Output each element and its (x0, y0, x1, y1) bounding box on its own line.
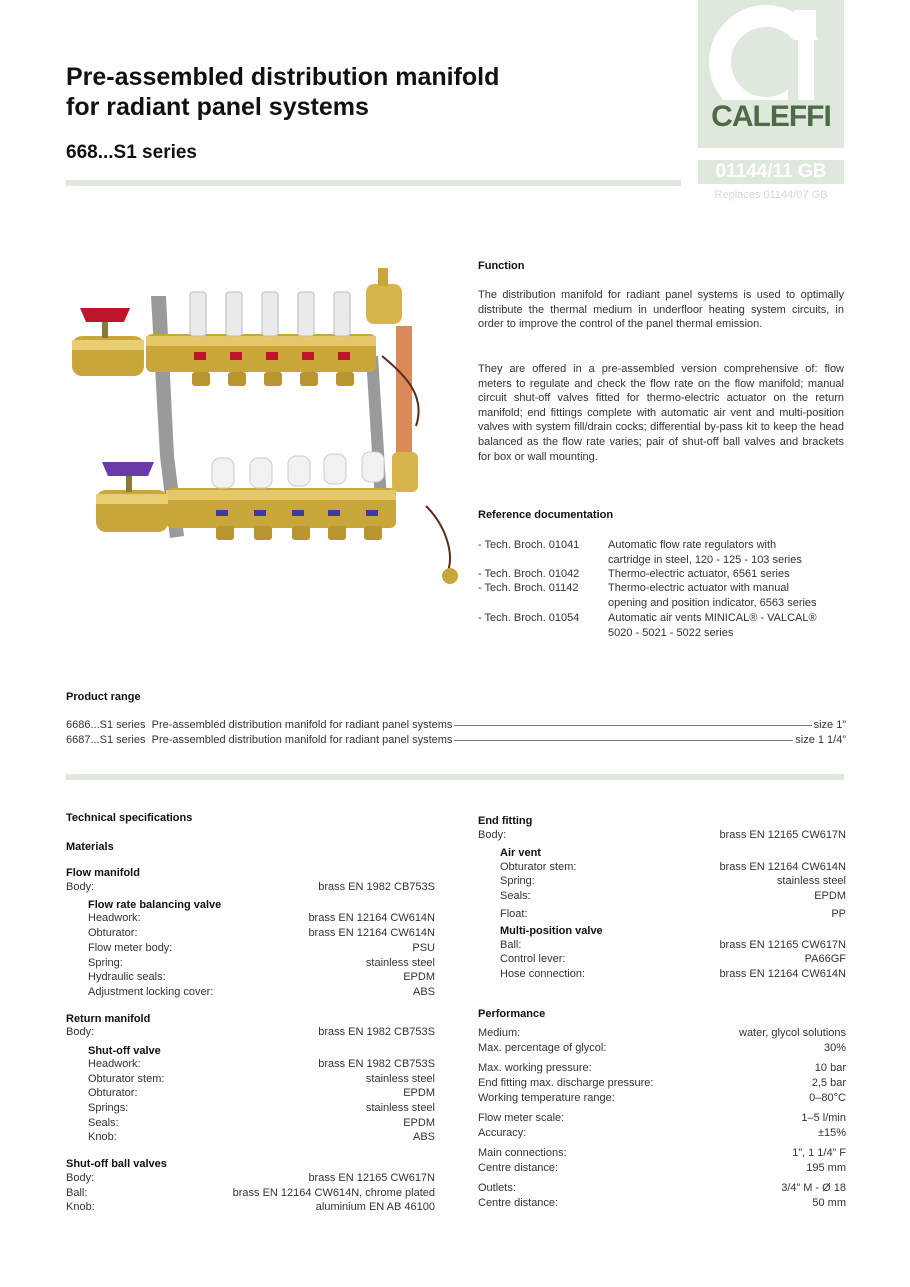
spec-value: 1”, 1 1/4” F (792, 1147, 846, 1159)
spec-key: Body: (66, 1172, 95, 1184)
spec-value: stainless steel (365, 1073, 435, 1085)
spec-value: 2,5 bar (811, 1077, 846, 1089)
spec-value: brass EN 1982 CB753S (318, 1026, 435, 1038)
spec-value: brass EN 12165 CW617N (308, 1172, 435, 1184)
spec-value: water, glycol solutions (739, 1027, 846, 1039)
spec-key: Hose connection: (500, 968, 585, 980)
reference-desc: 5020 - 5021 - 5022 series (608, 626, 734, 639)
spec-value: 1–5 l/min (801, 1112, 846, 1124)
spec-value: brass EN 12165 CW617N (719, 939, 846, 951)
spec-key: Adjustment locking cover: (88, 986, 214, 998)
spec-row (88, 986, 435, 998)
spec-row (66, 1201, 435, 1213)
product-range-row (66, 719, 846, 731)
spec-value: stainless steel (365, 1102, 435, 1114)
spec-value: ABS (412, 1131, 435, 1143)
spec-row (478, 1197, 846, 1209)
reference-key: - Tech. Broch. 01142 (478, 582, 579, 594)
spec-key: Accuracy: (478, 1127, 527, 1139)
spec-row (500, 953, 846, 965)
spec-key: Ball: (66, 1187, 88, 1199)
function-paragraph-2: They are offered in a pre-assembled version comprehensive of: flow meters to regulate and check the flow rate on the flow manifold; manual circuit shut-off valves fitted for thermo-electric actuator on the return manifold; end fittings complete with automatic air vent and multi-position valves with system fill/drain cocks; differential by-pass kit to keep the head balanced as the flow rate varies; pair of shut-off ball valves and brackets for box or wall mounting. (478, 363, 844, 463)
spec-key: Knob: (66, 1201, 95, 1213)
title-line-1: Pre-assembled distribution manifold (66, 63, 500, 91)
spec-row (88, 912, 435, 924)
spec-key: Body: (478, 829, 507, 841)
spec-value: 50 mm (812, 1197, 846, 1209)
spec-value: 3/4” M - Ø 18 (781, 1182, 846, 1194)
series-subtitle: 668...S1 series (66, 142, 197, 163)
spec-value: EPDM (403, 1117, 435, 1129)
spec-value: PP (831, 908, 846, 920)
ball-valves-heading: Shut-off ball valves (66, 1158, 167, 1170)
spec-value: 195 mm (806, 1162, 846, 1174)
spec-key: End fitting max. discharge pressure: (478, 1077, 654, 1089)
reference-desc: Automatic air vents MINICAL® - VALCAL® (608, 612, 817, 624)
spec-row (88, 1087, 435, 1099)
spec-key: Obturator stem: (88, 1073, 165, 1085)
multi-position-valve-heading: Multi-position valve (500, 925, 603, 937)
spec-key: Flow meter scale: (478, 1112, 565, 1124)
performance-heading: Performance (478, 1008, 546, 1020)
spec-row (478, 1147, 846, 1159)
product-code: 6686...S1 series (66, 719, 146, 731)
spec-value: ±15% (817, 1127, 846, 1139)
spec-value: brass EN 12164 CW614N (308, 912, 435, 924)
spec-row (478, 1112, 846, 1124)
reference-key: - Tech. Broch. 01054 (478, 612, 580, 624)
spec-value: PSU (412, 942, 435, 954)
spec-key: Outlets: (478, 1182, 516, 1194)
product-size: size 1 1/4” (795, 734, 846, 746)
reference-desc: Automatic flow rate regulators with (608, 539, 777, 551)
spec-key: Spring: (88, 957, 123, 969)
product-desc: Pre-assembled distribution manifold for radiant panel systems (151, 719, 453, 731)
header-divider (66, 180, 681, 186)
spec-value: PA66GF (804, 953, 846, 965)
spec-value: EPDM (403, 971, 435, 983)
document-code: 01144/11 GB (698, 160, 844, 184)
reference-heading: Reference documentation (478, 509, 614, 521)
caleffi-logo (698, 0, 844, 148)
spec-key: Main connections: (478, 1147, 567, 1159)
section-divider (66, 774, 844, 780)
tech-spec-heading: Technical specifications (66, 812, 193, 824)
spec-row (478, 1092, 846, 1104)
spec-value: ABS (412, 986, 435, 998)
spec-row (88, 1117, 435, 1129)
spec-key: Max. working pressure: (478, 1062, 592, 1074)
product-desc: Pre-assembled distribution manifold for radiant panel systems (151, 734, 453, 746)
spec-row (88, 1058, 435, 1070)
air-vent-heading: Air vent (500, 847, 541, 859)
function-heading: Function (478, 260, 525, 272)
spec-value: brass EN 12165 CW617N (719, 829, 846, 841)
balancing-valve-heading: Flow rate balancing valve (88, 899, 222, 911)
spec-row (88, 1102, 435, 1114)
spec-key: Medium: (478, 1027, 521, 1039)
spec-key: Headwork: (88, 912, 141, 924)
flow-manifold-heading: Flow manifold (66, 867, 140, 879)
spec-value: stainless steel (776, 875, 846, 887)
spec-key: Working temperature range: (478, 1092, 615, 1104)
spec-key: Seals: (500, 890, 531, 902)
product-range-heading: Product range (66, 691, 141, 703)
spec-row (66, 1187, 435, 1199)
spec-key: Centre distance: (478, 1162, 559, 1174)
reference-desc: cartridge in steel, 120 - 125 - 103 series (608, 553, 802, 566)
spec-value: brass EN 1982 CB753S (318, 881, 435, 893)
product-range-row (66, 734, 846, 746)
reference-key: - Tech. Broch. 01042 (478, 568, 580, 580)
spec-row (478, 1027, 846, 1039)
materials-heading: Materials (66, 841, 114, 853)
spec-row (478, 1127, 846, 1139)
spec-row (66, 881, 435, 893)
spec-key: Spring: (500, 875, 535, 887)
spec-key: Obturator stem: (500, 861, 577, 873)
spec-row (478, 829, 846, 841)
spec-value: brass EN 12164 CW614N, chrome plated (232, 1187, 435, 1199)
spec-key: Obturator: (88, 1087, 138, 1099)
spec-row (478, 1042, 846, 1054)
spec-row (500, 908, 846, 920)
manifold-product-photo (66, 256, 462, 590)
spec-key: Flow meter body: (88, 942, 173, 954)
spec-row (500, 890, 846, 902)
spec-row (500, 875, 846, 887)
end-fitting-heading: End fitting (478, 815, 533, 827)
product-code: 6687...S1 series (66, 734, 146, 746)
title-line-2: for radiant panel systems (66, 93, 369, 121)
spec-value: EPDM (814, 890, 846, 902)
spec-row (88, 1073, 435, 1085)
spec-value: brass EN 12164 CW614N (719, 968, 846, 980)
spec-row (88, 957, 435, 969)
function-paragraph-1: The distribution manifold for radiant panel systems is used to optimally distribute the thermal medium in underfloor heating system circuits, in order to improve the control of the panel thermal emission. (478, 289, 844, 331)
spec-key: Centre distance: (478, 1197, 559, 1209)
return-manifold-heading: Return manifold (66, 1013, 151, 1025)
spec-key: Float: (500, 908, 528, 920)
spec-row (478, 1182, 846, 1194)
spec-key: Seals: (88, 1117, 119, 1129)
shutoff-valve-heading: Shut-off valve (88, 1045, 161, 1057)
leader-line (454, 740, 793, 741)
spec-value: 0–80°C (809, 1092, 846, 1104)
reference-desc: opening and position indicator, 6563 series (608, 596, 817, 609)
spec-key: Max. percentage of glycol: (478, 1042, 607, 1054)
spec-value: brass EN 1982 CB753S (318, 1058, 435, 1070)
leader-line (454, 725, 811, 726)
spec-row (478, 1162, 846, 1174)
spec-value: brass EN 12164 CW614N (719, 861, 846, 873)
spec-key: Body: (66, 1026, 95, 1038)
product-size: size 1” (813, 719, 846, 731)
spec-key: Control lever: (500, 953, 566, 965)
logo-text: CALEFFI (711, 100, 831, 133)
spec-key: Hydraulic seals: (88, 971, 166, 983)
replaces-note: Replaces 01144/07 GB (714, 189, 828, 201)
spec-key: Obturator: (88, 927, 138, 939)
spec-row (88, 942, 435, 954)
spec-row (500, 861, 846, 873)
spec-row (66, 1026, 435, 1038)
spec-value: 10 bar (814, 1062, 846, 1074)
spec-row (88, 971, 435, 983)
spec-key: Ball: (500, 939, 522, 951)
spec-value: aluminium EN AB 46100 (315, 1201, 435, 1213)
spec-row (66, 1172, 435, 1184)
spec-key: Knob: (88, 1131, 117, 1143)
spec-row (88, 1131, 435, 1143)
spec-row (478, 1062, 846, 1074)
logo-mark-icon (698, 0, 844, 100)
spec-key: Headwork: (88, 1058, 141, 1070)
page-title (66, 62, 666, 122)
spec-value: stainless steel (365, 957, 435, 969)
spec-value: EPDM (403, 1087, 435, 1099)
spec-key: Springs: (88, 1102, 129, 1114)
spec-row (478, 1077, 846, 1089)
spec-value: brass EN 12164 CW614N (308, 927, 435, 939)
spec-row (500, 939, 846, 951)
spec-row (500, 968, 846, 980)
spec-key: Body: (66, 881, 95, 893)
reference-desc: Thermo-electric actuator, 6561 series (608, 568, 790, 580)
spec-value: 30% (823, 1042, 846, 1054)
spec-row (88, 927, 435, 939)
reference-key: - Tech. Broch. 01041 (478, 539, 580, 551)
reference-desc: Thermo-electric actuator with manual (608, 582, 789, 594)
